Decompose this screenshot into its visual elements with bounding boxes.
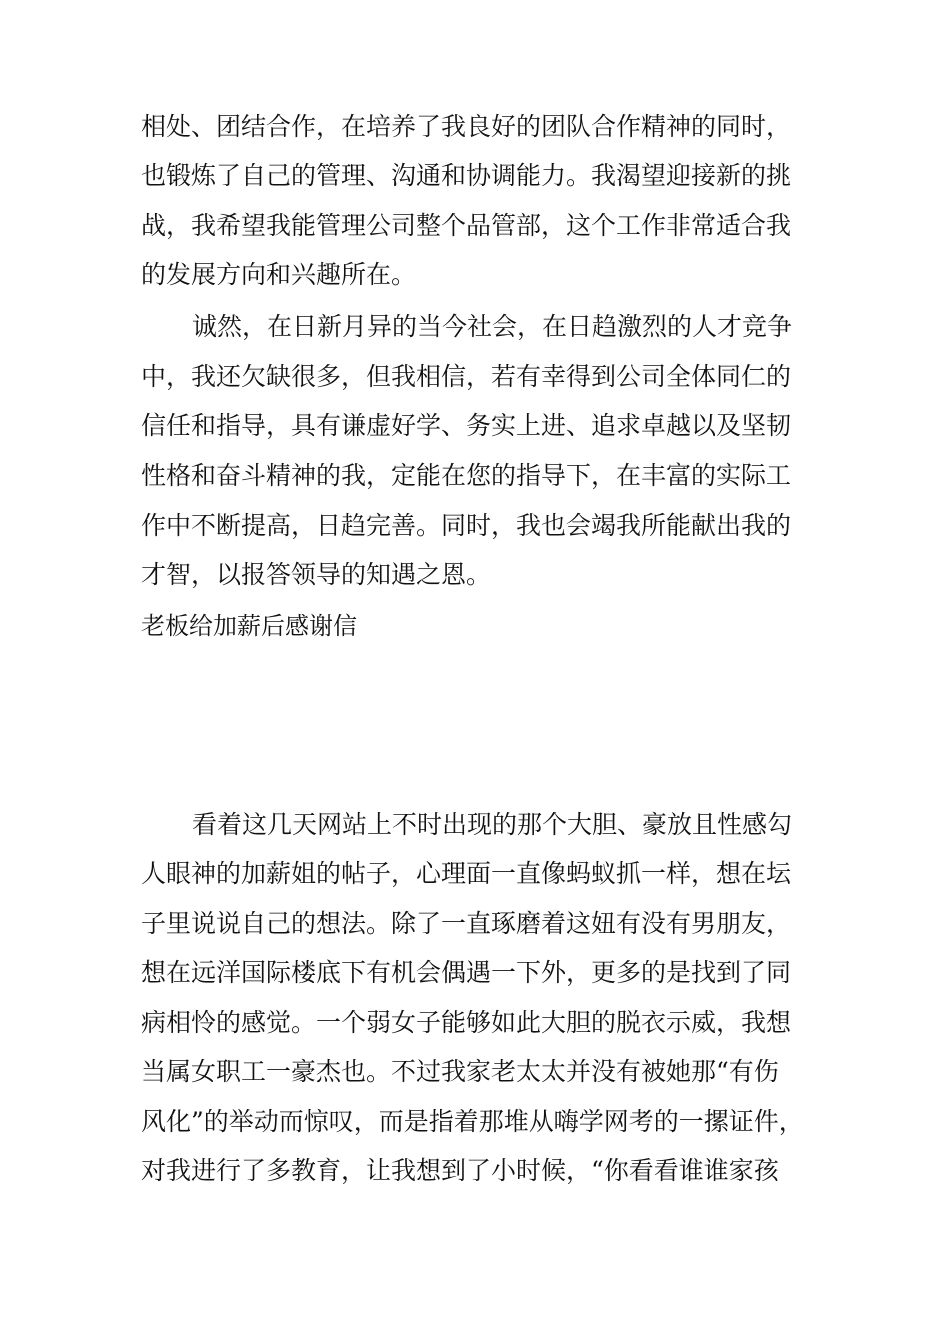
paragraph-line: 相处、团结合作，在培养了我良好的团队合作精神的同时， (141, 112, 792, 141)
paragraph-line: 子里说说自己的想法。除了一直琢磨着这妞有没有男朋友， (141, 909, 792, 938)
paragraph-line: 人眼神的加薪姐的帖子，心理面一直像蚂蚁抓一样，想在坛 (141, 859, 792, 888)
paragraph-line: 风化”的举动而惊叹，而是指着那堆从嗨学网考的一摞证件， (141, 1107, 804, 1136)
paragraph-line: 也锻炼了自己的管理、沟通和协调能力。我渴望迎接新的挑 (141, 161, 792, 190)
paragraph-line: 中，我还欠缺很多，但我相信，若有幸得到公司全体同仁的 (141, 362, 792, 391)
paragraph-line: 看着这几天网站上不时出现的那个大胆、豪放且性感勾 (192, 810, 793, 839)
paragraph-line: 病相怜的感觉。一个弱女子能够如此大胆的脱衣示威，我想 (141, 1008, 792, 1037)
paragraph-line: 当属女职工一豪杰也。不过我家老太太并没有被她那“有伤 (141, 1057, 779, 1086)
paragraph-line: 想在远洋国际楼底下有机会偶遇一下外，更多的是找到了同 (141, 958, 792, 987)
paragraph-line: 战，我希望我能管理公司整个品管部，这个工作非常适合我 (141, 211, 792, 240)
section-title: 老板给加薪后感谢信 (141, 612, 357, 640)
paragraph-line: 性格和奋斗精神的我，定能在您的指导下，在丰富的实际工 (141, 461, 792, 490)
paragraph-line: 对我进行了多教育，让我想到了小时候，“你看看谁谁家孩 (141, 1156, 779, 1185)
paragraph-line: 的发展方向和兴趣所在。 (141, 260, 417, 289)
paragraph-line: 作中不断提高，日趋完善。同时，我也会竭我所能献出我的 (141, 511, 792, 540)
paragraph-line: 诚然，在日新月异的当今社会，在日趋激烈的人才竞争 (192, 312, 793, 341)
paragraph-line: 才智，以报答领导的知遇之恩。 (141, 560, 492, 589)
paragraph-line: 信任和指导，具有谦虚好学、务实上进、追求卓越以及坚韧 (141, 411, 792, 440)
